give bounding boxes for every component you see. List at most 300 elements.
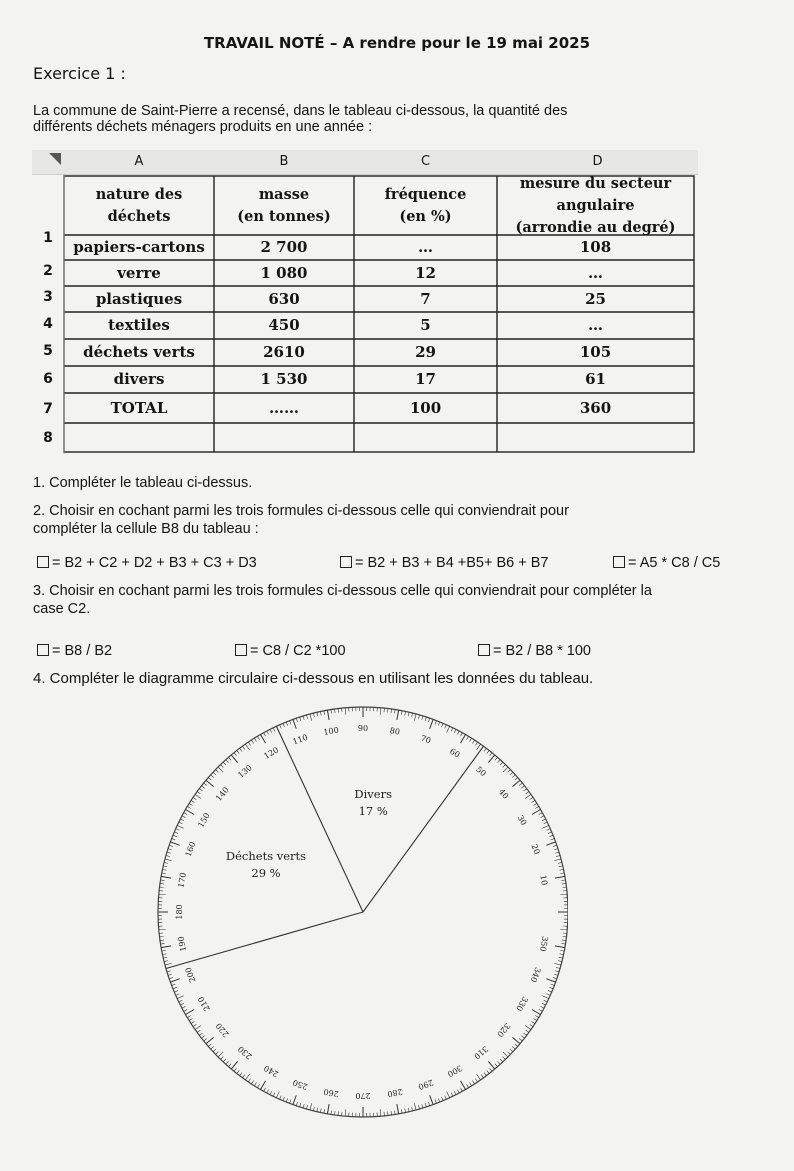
tick-mark (560, 929, 567, 930)
tick-label: 200 (183, 966, 198, 984)
tick-mark (206, 780, 214, 786)
tick-mark (276, 1091, 279, 1097)
header-masse: masse (en tonnes) (237, 185, 331, 225)
tick-mark (310, 1103, 312, 1110)
tick-mark (397, 710, 399, 720)
tick-mark (497, 760, 500, 763)
row-number-8: 8 (43, 430, 53, 446)
tick-mark (540, 816, 544, 818)
tick-mark (248, 742, 250, 745)
cell-a3: verre (117, 263, 161, 282)
tick-mark (470, 1082, 472, 1085)
header-nature: nature des déchets (95, 185, 183, 225)
slice-value-1: 17 % (358, 803, 388, 818)
tick-mark (461, 1081, 466, 1090)
tick-mark (515, 1044, 518, 1047)
tick-mark (497, 1061, 500, 1064)
tick-mark (430, 719, 433, 728)
tick-mark (559, 957, 563, 958)
tick-mark (185, 810, 194, 815)
tick-mark (327, 710, 329, 720)
tick-label: 40 (496, 787, 511, 801)
tick-mark (542, 825, 548, 828)
tick-mark (199, 789, 202, 791)
tick-mark (208, 1044, 211, 1047)
tick-mark (204, 783, 207, 786)
tick-mark (546, 842, 555, 845)
tick-mark (562, 883, 566, 884)
cell-d8: 360 (579, 398, 612, 417)
tick-mark (551, 839, 555, 840)
tick-mark (229, 757, 232, 760)
cell-a7: divers (113, 370, 165, 388)
tick-mark (526, 1030, 529, 1032)
tick-mark (380, 708, 381, 715)
tick-mark (334, 709, 335, 713)
tick-mark (170, 842, 179, 845)
tick-mark (551, 984, 555, 985)
tick-mark (226, 1061, 229, 1064)
tick-mark (290, 1100, 291, 1104)
tick-mark (231, 755, 237, 763)
tick-label: 320 (495, 1021, 512, 1039)
tick-mark (345, 1109, 346, 1116)
tick-mark (487, 1070, 489, 1073)
tick-mark (240, 1073, 242, 1076)
cell-b6: 2610 (263, 343, 305, 361)
tick-mark (191, 1021, 194, 1023)
tick-mark (216, 770, 219, 773)
tick-mark (197, 1030, 200, 1032)
row-number-6: 6 (43, 371, 53, 387)
tick-mark (401, 711, 402, 715)
q2-option-3[interactable]: = A5 * C8 / C5 (613, 555, 720, 571)
question-3 (33, 582, 753, 618)
tick-mark (477, 1074, 481, 1080)
tick-mark (533, 803, 536, 805)
tick-mark (510, 772, 513, 775)
tick-mark (334, 1111, 335, 1115)
tick-mark (526, 792, 529, 794)
q2-option-2[interactable]: = B2 + B3 + B4 +B5+ B6 + B7 (340, 555, 548, 571)
tick-label: 230 (236, 1044, 254, 1061)
cell-a5: textiles (108, 316, 170, 334)
page-title: TRAVAIL NOTÉ – A rendre pour le 19 mai 2025 (203, 34, 591, 52)
tick-mark (554, 963, 561, 965)
tick-mark (167, 852, 171, 853)
checkbox[interactable] (37, 556, 49, 568)
tick-mark (331, 1111, 332, 1115)
tick-mark (170, 979, 179, 982)
checkbox[interactable] (613, 556, 625, 568)
tick-mark (408, 1108, 409, 1112)
cell-a2: papiers-cartons (73, 238, 205, 256)
tick-mark (182, 816, 186, 818)
slice-value-2: 29 % (251, 865, 281, 880)
tick-mark (489, 1068, 492, 1071)
tick-mark (176, 994, 180, 996)
tick-mark (286, 1098, 287, 1102)
tick-label: 130 (236, 763, 254, 780)
q3-option-3[interactable]: = B2 / B8 * 100 (478, 643, 591, 659)
tick-mark (327, 1104, 329, 1114)
tick-mark (195, 1026, 201, 1030)
tick-mark (193, 797, 196, 799)
tick-mark (162, 950, 166, 951)
tick-mark (237, 750, 239, 753)
tick-mark (180, 819, 184, 821)
tick-mark (176, 829, 180, 831)
slice-boundary (166, 912, 363, 969)
tick-mark (300, 1103, 301, 1107)
tick-mark (488, 1061, 494, 1069)
tick-label: 120 (262, 745, 281, 761)
tick-label: 250 (291, 1077, 309, 1092)
tick-mark (394, 1111, 395, 1115)
checkbox[interactable] (37, 644, 49, 656)
tick-mark (535, 806, 538, 808)
tick-mark (216, 1052, 219, 1055)
question-2-line-1: 2. Choisir en cochant parmi les trois formules ci-dessous celle qui conviendrait pour (33, 503, 569, 519)
checkbox[interactable] (235, 644, 247, 656)
tick-mark (481, 1075, 483, 1078)
tick-mark (562, 940, 566, 941)
tick-mark (286, 722, 287, 726)
tick-mark (165, 963, 172, 965)
tick-mark (306, 715, 307, 719)
tick-mark (169, 977, 173, 978)
tick-mark (560, 950, 564, 951)
tick-mark (213, 772, 216, 775)
cell-a8: TOTAL (110, 398, 168, 417)
tick-mark (540, 1006, 544, 1008)
tick-mark (457, 731, 459, 735)
tick-mark (430, 1095, 433, 1104)
cell-d2: 108 (579, 238, 612, 256)
tick-mark (161, 946, 171, 948)
tick-mark (475, 1079, 477, 1082)
tick-mark (161, 876, 171, 878)
tick-mark (425, 717, 426, 721)
tick-mark (500, 1059, 503, 1062)
tick-mark (168, 849, 172, 850)
tick-mark (163, 866, 167, 867)
tick-mark (553, 977, 557, 978)
tick-mark (245, 1074, 249, 1080)
q3-option-2[interactable]: = C8 / C2 *100 (235, 643, 346, 659)
tick-mark (223, 1059, 226, 1062)
tick-mark (296, 1102, 297, 1106)
tick-mark (470, 738, 472, 741)
slice-boundary (363, 746, 483, 912)
tick-mark (418, 715, 419, 719)
cell-d3: … (588, 263, 603, 282)
col-letter-d: D (497, 150, 698, 174)
cell-b2: 2 700 (260, 238, 308, 256)
tick-mark (475, 742, 477, 745)
tick-mark (310, 714, 312, 721)
tick-mark (454, 729, 456, 733)
tick-mark (554, 974, 558, 975)
tick-mark (555, 876, 565, 878)
question-3-line-1: 3. Choisir en cochant parmi les trois formules ci-dessous celle qui conviendrait pour compléter la (33, 583, 652, 599)
tick-mark (174, 832, 178, 834)
tick-mark (195, 794, 201, 798)
tick-mark (508, 770, 511, 773)
tick-mark (544, 822, 548, 824)
tick-mark (560, 869, 564, 870)
tick-mark (317, 712, 318, 716)
tick-mark (512, 1046, 515, 1049)
tick-label: 10 (538, 874, 550, 886)
tick-mark (487, 750, 489, 753)
tick-mark (218, 767, 223, 772)
tick-mark (558, 961, 562, 962)
slice-label-2: Déchets verts (225, 848, 307, 863)
tick-mark (234, 753, 237, 756)
tick-mark (167, 971, 171, 972)
tick-mark (240, 748, 242, 751)
tick-mark (532, 810, 541, 815)
tick-mark (257, 1084, 259, 1087)
tick-mark (197, 792, 200, 794)
tick-mark (280, 725, 282, 729)
tick-mark (422, 1104, 423, 1108)
tick-mark (562, 943, 566, 944)
pie-chart (148, 700, 568, 1140)
tick-mark (169, 845, 173, 846)
tick-mark (454, 1091, 456, 1095)
tick-mark (477, 744, 481, 750)
intro-line-2: différents déchets ménagers produits en une année : (33, 119, 373, 135)
tick-mark (213, 1049, 216, 1052)
row-number-4: 4 (43, 316, 53, 332)
tick-mark (162, 869, 166, 870)
tick-mark (414, 1103, 416, 1110)
tick-label: 150 (196, 811, 212, 830)
tick-mark (525, 794, 531, 798)
tick-mark (317, 1108, 318, 1112)
tick-mark (508, 1052, 511, 1055)
tick-label: 240 (262, 1063, 281, 1079)
tick-mark (521, 1036, 524, 1038)
tick-mark (488, 755, 494, 763)
tick-mark (161, 943, 165, 944)
cell-b8: …… (269, 398, 299, 417)
question-2-line-2: compléter la cellule B8 du tableau : (33, 521, 259, 537)
tick-mark (303, 1104, 304, 1108)
question-3-line-2: case C2. (33, 601, 91, 617)
col-letter-a: A (64, 150, 214, 174)
tick-label: 170 (176, 871, 189, 889)
tick-label: 140 (214, 785, 231, 803)
tick-mark (189, 803, 192, 805)
tick-label: 20 (529, 842, 542, 856)
tick-mark (164, 862, 168, 863)
tick-label: 280 (386, 1086, 404, 1099)
tick-label: 260 (322, 1086, 340, 1099)
tick-label: 180 (175, 904, 184, 920)
tick-mark (544, 1000, 548, 1002)
tick-mark (447, 1091, 450, 1097)
tick-mark (460, 733, 462, 736)
tick-mark (445, 1096, 447, 1100)
checkbox[interactable] (340, 556, 352, 568)
tick-mark (283, 1097, 285, 1101)
tick-mark (177, 825, 183, 828)
tick-mark (438, 1098, 439, 1102)
tick-mark (512, 775, 515, 778)
tick-mark (273, 728, 275, 732)
tick-mark (206, 1037, 214, 1043)
row-number-7: 7 (43, 401, 53, 417)
tick-label: 110 (291, 732, 309, 747)
tick-mark (221, 765, 224, 768)
tick-mark (457, 1089, 459, 1093)
slice-label-1: Divers (354, 786, 393, 801)
tick-mark (554, 849, 558, 850)
tick-label: 160 (183, 840, 198, 858)
tick-mark (267, 731, 269, 735)
col-letter-b: B (214, 150, 354, 174)
tick-mark (500, 762, 503, 765)
cell-c2: … (418, 238, 433, 256)
intro-line-1: La commune de Saint-Pierre a recensé, dans le tableau ci-dessous, la quantité des (33, 103, 568, 119)
q2-option-1[interactable]: = B2 + C2 + D2 + B3 + C3 + D3 (37, 555, 257, 571)
waste-table (32, 150, 698, 454)
tick-mark (519, 1038, 522, 1041)
tick-mark (177, 996, 183, 999)
tick-mark (560, 894, 567, 895)
tick-mark (512, 780, 520, 786)
tick-mark (174, 991, 178, 993)
tick-label: 80 (389, 725, 401, 737)
tick-mark (162, 954, 166, 955)
tick-label: 300 (445, 1063, 464, 1079)
tick-mark (180, 1003, 184, 1005)
tick-mark (555, 971, 559, 972)
tick-mark (380, 1109, 381, 1116)
tick-mark (555, 852, 559, 853)
tick-mark (503, 1052, 508, 1057)
tick-mark (467, 1084, 469, 1087)
tick-mark (257, 736, 259, 739)
tick-mark (320, 711, 321, 715)
tick-label: 330 (514, 994, 530, 1013)
tick-mark (290, 721, 291, 725)
tick-mark (208, 778, 211, 781)
tick-mark (405, 1109, 406, 1113)
tick-mark (159, 894, 166, 895)
tick-mark (172, 984, 176, 985)
tick-mark (300, 717, 301, 721)
tick-mark (525, 1026, 531, 1030)
tick-label: 210 (196, 994, 212, 1013)
tick-mark (435, 1100, 436, 1104)
checkbox[interactable] (478, 644, 490, 656)
tick-label: 190 (176, 935, 189, 953)
tick-mark (251, 1081, 253, 1084)
tick-mark (535, 1016, 538, 1018)
tick-mark (201, 1036, 204, 1038)
tick-mark (303, 716, 304, 720)
tick-mark (391, 1111, 392, 1115)
tick-mark (515, 778, 518, 781)
pie-slice-labels (226, 787, 392, 880)
tick-mark (306, 1105, 307, 1109)
tick-label: 30 (515, 813, 529, 827)
tick-mark (243, 746, 245, 749)
tick-mark (394, 710, 395, 714)
tick-mark (438, 722, 439, 726)
tick-mark (549, 835, 553, 836)
tick-mark (472, 1081, 474, 1084)
tick-mark (472, 740, 474, 743)
tick-mark (554, 859, 561, 861)
tick-mark (185, 1010, 194, 1015)
tick-mark (397, 1104, 399, 1114)
tick-mark (201, 786, 204, 788)
tick-mark (405, 711, 406, 715)
row-number-3: 3 (43, 289, 53, 305)
tick-mark (182, 1006, 186, 1008)
tick-mark (451, 728, 453, 732)
tick-mark (165, 859, 172, 861)
tick-mark (163, 957, 167, 958)
tick-mark (512, 1037, 520, 1043)
cell-c6: 29 (415, 343, 436, 361)
q3-option-1[interactable]: = B8 / B2 (37, 643, 112, 659)
tick-mark (553, 845, 557, 846)
tick-mark (211, 1046, 214, 1049)
tick-mark (533, 1019, 536, 1021)
slice-boundary (276, 726, 363, 912)
tick-mark (558, 862, 562, 863)
header-secteur: mesure du secteur angulaire (arrondie au degré) (515, 174, 676, 236)
tick-mark (267, 1089, 269, 1093)
tick-mark (442, 723, 444, 727)
tick-mark (495, 757, 498, 760)
tick-mark (187, 1016, 190, 1018)
tick-mark (193, 1024, 196, 1026)
cell-c8: 100 (409, 398, 442, 417)
tick-mark (234, 1068, 237, 1071)
tick-mark (532, 800, 535, 802)
tick-mark (204, 1038, 207, 1041)
tick-mark (173, 987, 177, 988)
tick-mark (556, 855, 560, 856)
tick-mark (391, 709, 392, 713)
cell-d6: 105 (579, 343, 612, 361)
tick-mark (261, 1081, 266, 1090)
cell-b4: 630 (268, 289, 300, 308)
tick-mark (184, 1009, 187, 1011)
tick-mark (510, 1049, 513, 1052)
cell-d4: 25 (585, 289, 606, 308)
tick-mark (173, 835, 177, 836)
tick-mark (293, 719, 296, 728)
tick-mark (562, 880, 566, 881)
tick-mark (283, 723, 285, 727)
tick-mark (539, 813, 542, 815)
tick-mark (162, 873, 166, 874)
tick-mark (408, 712, 409, 716)
tick-mark (542, 819, 546, 821)
tick-mark (548, 991, 552, 993)
tick-mark (345, 708, 346, 715)
tick-mark (254, 1082, 256, 1085)
tick-label: 290 (417, 1077, 435, 1092)
